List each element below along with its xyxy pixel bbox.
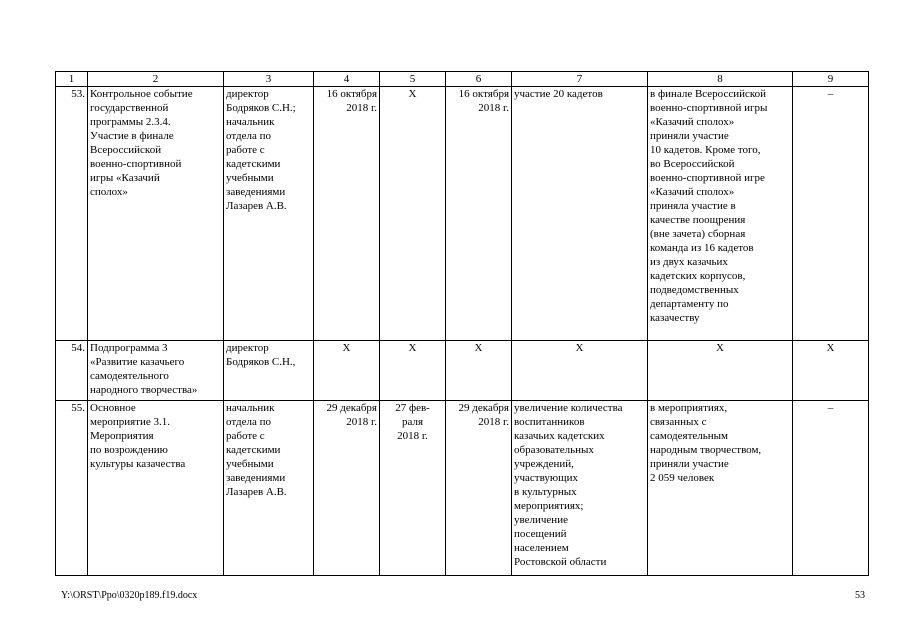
column-9: Х [793, 341, 869, 401]
event-name: Основное мероприятие 3.1. Мероприятия по возрождению культуры казачества [88, 401, 224, 576]
start-date: Х [314, 341, 380, 401]
page-number: 53 [855, 590, 865, 601]
header-cell: 6 [446, 72, 512, 87]
actual-result: Х [648, 341, 793, 401]
column-9: – [793, 87, 869, 341]
row-number: 54. [56, 341, 88, 401]
expected-result: Х [512, 341, 648, 401]
column-5: Х [380, 341, 446, 401]
responsible: директор Бодряков С.Н.; начальник отдела по работе с кадетскими учебными заведениями Лазарев А.В. [224, 87, 314, 341]
row-number: 55. [56, 401, 88, 576]
column-5: Х [380, 87, 446, 341]
expected-result: участие 20 кадетов [512, 87, 648, 341]
header-cell: 9 [793, 72, 869, 87]
table-row [56, 401, 869, 576]
header-cell: 3 [224, 72, 314, 87]
end-date: 16 октября 2018 г. [446, 87, 512, 341]
column-9: – [793, 401, 869, 576]
column-5: 27 фев- раля 2018 г. [380, 401, 446, 576]
row-number: 53. [56, 87, 88, 341]
program-table [55, 71, 869, 576]
end-date: 29 декабря 2018 г. [446, 401, 512, 576]
expected-result: увеличение количества воспитанников казачьих кадетских образовательных учреждений, участвующих в культурных мероприятиях; увеличение посещений населением Ростовской области [512, 401, 648, 576]
event-name: Контрольное событие государственной программы 2.3.4. Участие в финале Всероссийской военно-спортивной игры «Казачий сполох» [88, 87, 224, 341]
file-path: Y:\ORST\Ppo\0320p189.f19.docx [61, 590, 198, 601]
responsible: начальник отдела по работе с кадетскими учебными заведениями Лазарев А.В. [224, 401, 314, 576]
header-cell: 4 [314, 72, 380, 87]
start-date: 16 октября 2018 г. [314, 87, 380, 341]
actual-result: в мероприятиях, связанных с самодеятельным народным творчеством, приняли участие 2 059 человек [648, 401, 793, 576]
header-cell: 1 [56, 72, 88, 87]
header-cell: 7 [512, 72, 648, 87]
start-date: 29 декабря 2018 г. [314, 401, 380, 576]
event-name: Подпрограмма 3 «Развитие казачьего самодеятельного народного творчества» [88, 341, 224, 401]
table-row [56, 341, 869, 401]
table-row [56, 87, 869, 341]
responsible: директор Бодряков С.Н., [224, 341, 314, 401]
header-cell: 5 [380, 72, 446, 87]
end-date: Х [446, 341, 512, 401]
header-row [56, 72, 869, 87]
header-cell: 8 [648, 72, 793, 87]
header-cell: 2 [88, 72, 224, 87]
actual-result: в финале Всероссийской военно-спортивной игры «Казачий сполох» приняли участие 10 кадетов. Кроме того, во Всероссийской военно-спортивной игре «Казачий сполох» приняла участие в качестве поощрения (вне зачета) сборная команда из 16 кадетов из двух казачьих кадетских корпусов, подведомственных департаменту по казачеству [648, 87, 793, 341]
